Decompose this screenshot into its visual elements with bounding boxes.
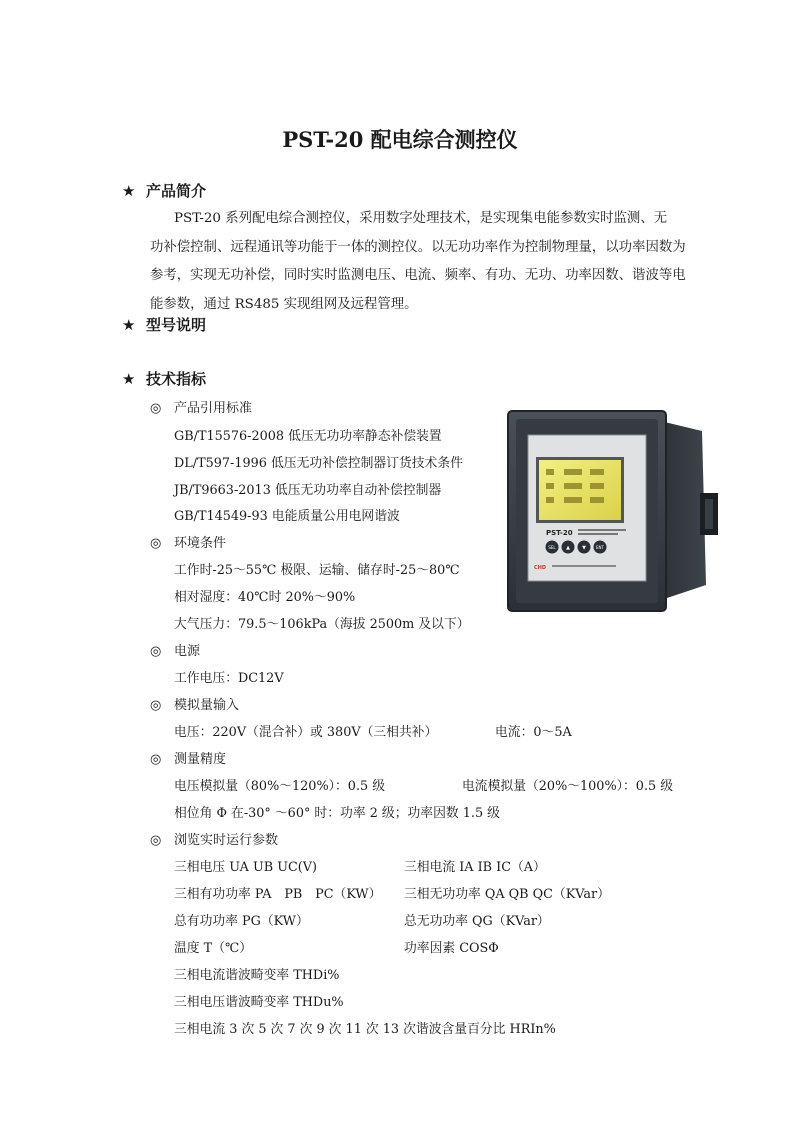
accuracy-heading <box>150 748 226 767</box>
intro-line: 功补偿控制、远程通讯等功能于一体的测控仪。以无功功率作为控制物理量，以功率因数为 <box>150 239 686 255</box>
param-right: 三相无功功率 QA QB QC（KVar） <box>404 887 610 902</box>
circle-bullet-icon: ◎ <box>150 401 162 416</box>
param-single: 三相电压谐波畸变率 THDu% <box>174 995 344 1010</box>
param-left: 三相有功功率 PA PB PC（KW） <box>174 887 382 902</box>
param-single: 三相电流谐波畸变率 THDi% <box>174 968 340 983</box>
accuracy-phase: 相位角 Φ 在-30° ～60° 时：功率 2 级；功率因数 1.5 级 <box>174 806 500 821</box>
analog-heading <box>150 694 239 713</box>
analog-heading-label: 模拟量输入 <box>174 698 240 713</box>
section-spec-label: 技术指标 <box>146 370 207 388</box>
accuracy-heading-label: 测量精度 <box>174 752 227 767</box>
power-item: 工作电压：DC12V <box>174 671 284 686</box>
device-button-down: ▼ <box>582 545 586 551</box>
intro-line: 参考，实现无功补偿，同时实时监测电压、电流、频率、有功、无功、功率因数、谐波等电 <box>150 268 686 283</box>
environment-heading <box>150 532 226 551</box>
environment-item: 相对湿度：40℃时 20%～90% <box>174 590 356 605</box>
device-button-up: ▲ <box>566 545 570 551</box>
circle-bullet-icon: ◎ <box>150 698 162 713</box>
intro-paragraph <box>150 205 690 319</box>
params-heading-label: 浏览实时运行参数 <box>174 833 279 848</box>
section-spec-heading <box>122 368 206 389</box>
param-right: 总无功功率 QG（KVar） <box>404 914 550 929</box>
circle-bullet-icon: ◎ <box>150 833 162 848</box>
environment-item: 大气压力：79.5～106kPa（海拔 2500m 及以下） <box>174 617 470 632</box>
star-icon: ★ <box>122 370 136 388</box>
param-single: 三相电流 3 次 5 次 7 次 9 次 11 次 13 次谐波含量百分比 HRIn% <box>174 1022 556 1037</box>
intro-line: PST-20 系列配电综合测控仪，采用数字处理技术，是实现集电能参数实时监测、无 <box>174 211 668 226</box>
analog-voltage: 电压：220V（混合补）或 380V（三相共补） <box>174 725 438 740</box>
accuracy-voltage: 电压模拟量（80%～120%）：0.5 级 <box>174 779 386 794</box>
section-model-label: 型号说明 <box>146 316 207 334</box>
device-button-sel: SEL <box>548 545 556 550</box>
analog-current: 电流：0～5A <box>495 725 572 740</box>
device-button-ent: ENT <box>596 545 604 550</box>
star-icon: ★ <box>122 182 136 200</box>
intro-line: 能参数，通过 RS485 实现组网及远程管理。 <box>150 296 418 312</box>
param-right: 三相电流 IA IB IC（A） <box>404 860 546 875</box>
environment-heading-label: 环境条件 <box>174 536 227 551</box>
page-title: PST-20 配电综合测控仪 <box>282 127 518 152</box>
power-heading-label: 电源 <box>174 644 201 659</box>
section-intro-label: 产品简介 <box>146 182 207 200</box>
device-model-label: PST-20 <box>546 529 573 537</box>
params-heading <box>150 829 278 848</box>
standard-item: DL/T597-1996 低压无功补偿控制器订货技术条件 <box>174 456 463 471</box>
circle-bullet-icon: ◎ <box>150 752 162 767</box>
environment-item: 工作时-25～55℃ 极限、运输、储存时-25～80℃ <box>174 563 460 578</box>
param-left: 总有功功率 PG（KW） <box>174 914 309 929</box>
product-photo <box>502 407 726 617</box>
power-heading <box>150 640 200 659</box>
standards-heading-label: 产品引用标准 <box>174 401 253 416</box>
accuracy-current: 电流模拟量（20%～100%）：0.5 级 <box>462 779 674 794</box>
device-brand: CHD <box>534 565 547 571</box>
section-intro-heading <box>122 180 206 201</box>
param-left: 三相电压 UA UB UC(V) <box>174 860 318 875</box>
standards-heading <box>150 397 252 416</box>
circle-bullet-icon: ◎ <box>150 536 162 551</box>
star-icon: ★ <box>122 316 136 334</box>
param-left: 温度 T（℃） <box>174 941 253 956</box>
param-right: 功率因素 COSΦ <box>404 941 499 956</box>
circle-bullet-icon: ◎ <box>150 644 162 659</box>
standard-item: JB/T9663-2013 低压无功功率自动补偿控制器 <box>174 483 442 498</box>
standard-item: GB/T14549-93 电能质量公用电网谐波 <box>174 509 400 524</box>
standard-item: GB/T15576-2008 低压无功功率静态补偿装置 <box>174 429 442 444</box>
section-model-heading <box>122 314 206 335</box>
